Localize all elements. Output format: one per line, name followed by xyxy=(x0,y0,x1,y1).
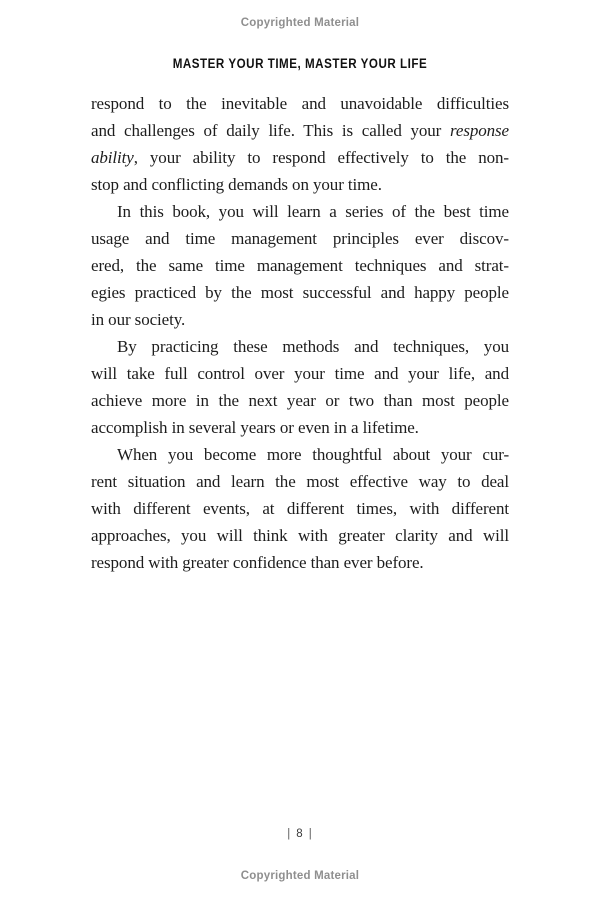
page-number xyxy=(0,828,600,840)
text-segment: In this book, you will learn a series of the best time xyxy=(117,202,509,221)
page-number-left-bar: | xyxy=(287,828,292,840)
text-line xyxy=(91,360,509,387)
text-segment: respond to the inevitable and unavoidable difficulties xyxy=(91,94,509,113)
text-line xyxy=(91,441,509,468)
italic-text-segment: ability xyxy=(91,148,134,167)
text-line xyxy=(91,279,509,306)
text-line xyxy=(91,252,509,279)
text-line xyxy=(91,117,509,144)
text-segment: ered, the same time management techniques and strat- xyxy=(91,256,509,275)
italic-text-segment: response xyxy=(449,121,509,140)
text-segment: rent situation and learn the most effective way to deal xyxy=(91,472,509,491)
text-line xyxy=(91,495,509,522)
copyright-notice-top: Copyrighted Material xyxy=(240,17,360,29)
text-line xyxy=(91,522,509,549)
text-segment: accomplish in several years or even in a lifetime. xyxy=(91,418,419,437)
text-segment: When you become more thoughtful about your cur- xyxy=(117,445,509,464)
text-line xyxy=(91,198,509,225)
page-number-value: 8 xyxy=(296,828,304,840)
text-line xyxy=(91,144,509,171)
text-segment: , your ability to respond effectively to the non- xyxy=(133,148,509,167)
page-number-right-bar: | xyxy=(308,828,313,840)
text-line xyxy=(91,333,509,360)
text-line xyxy=(91,225,509,252)
text-segment: approaches, you will think with greater clarity and will xyxy=(91,526,509,545)
text-segment: egies practiced by the most successful and happy people xyxy=(91,283,509,302)
text-line xyxy=(91,468,509,495)
text-segment: achieve more in the next year or two than most people xyxy=(91,391,509,410)
paragraph xyxy=(91,441,509,576)
text-segment: usage and time management principles ever discov- xyxy=(91,229,509,248)
copyright-notice-bottom: Copyrighted Material xyxy=(240,870,360,882)
running-header-text: MASTER YOUR TIME, MASTER YOUR LIFE xyxy=(172,56,428,71)
text-segment: By practicing these methods and techniques, you xyxy=(117,337,509,356)
text-segment: and challenges of daily life. This is called your xyxy=(91,121,450,140)
text-segment: in our society. xyxy=(91,310,186,329)
text-line xyxy=(91,306,509,333)
paragraph xyxy=(91,333,509,441)
body-text xyxy=(91,90,509,576)
text-line xyxy=(91,549,509,576)
text-segment: stop and conflicting demands on your time. xyxy=(91,175,382,194)
running-header xyxy=(0,55,600,73)
text-line xyxy=(91,387,509,414)
text-line xyxy=(91,171,509,198)
text-line xyxy=(91,90,509,117)
text-segment: with different events, at different times, with different xyxy=(91,499,509,518)
text-segment: respond with greater confidence than ever before. xyxy=(91,553,424,572)
text-segment: will take full control over your time and your life, and xyxy=(91,364,509,383)
text-line xyxy=(91,414,509,441)
paragraph xyxy=(91,90,509,198)
paragraph xyxy=(91,198,509,333)
